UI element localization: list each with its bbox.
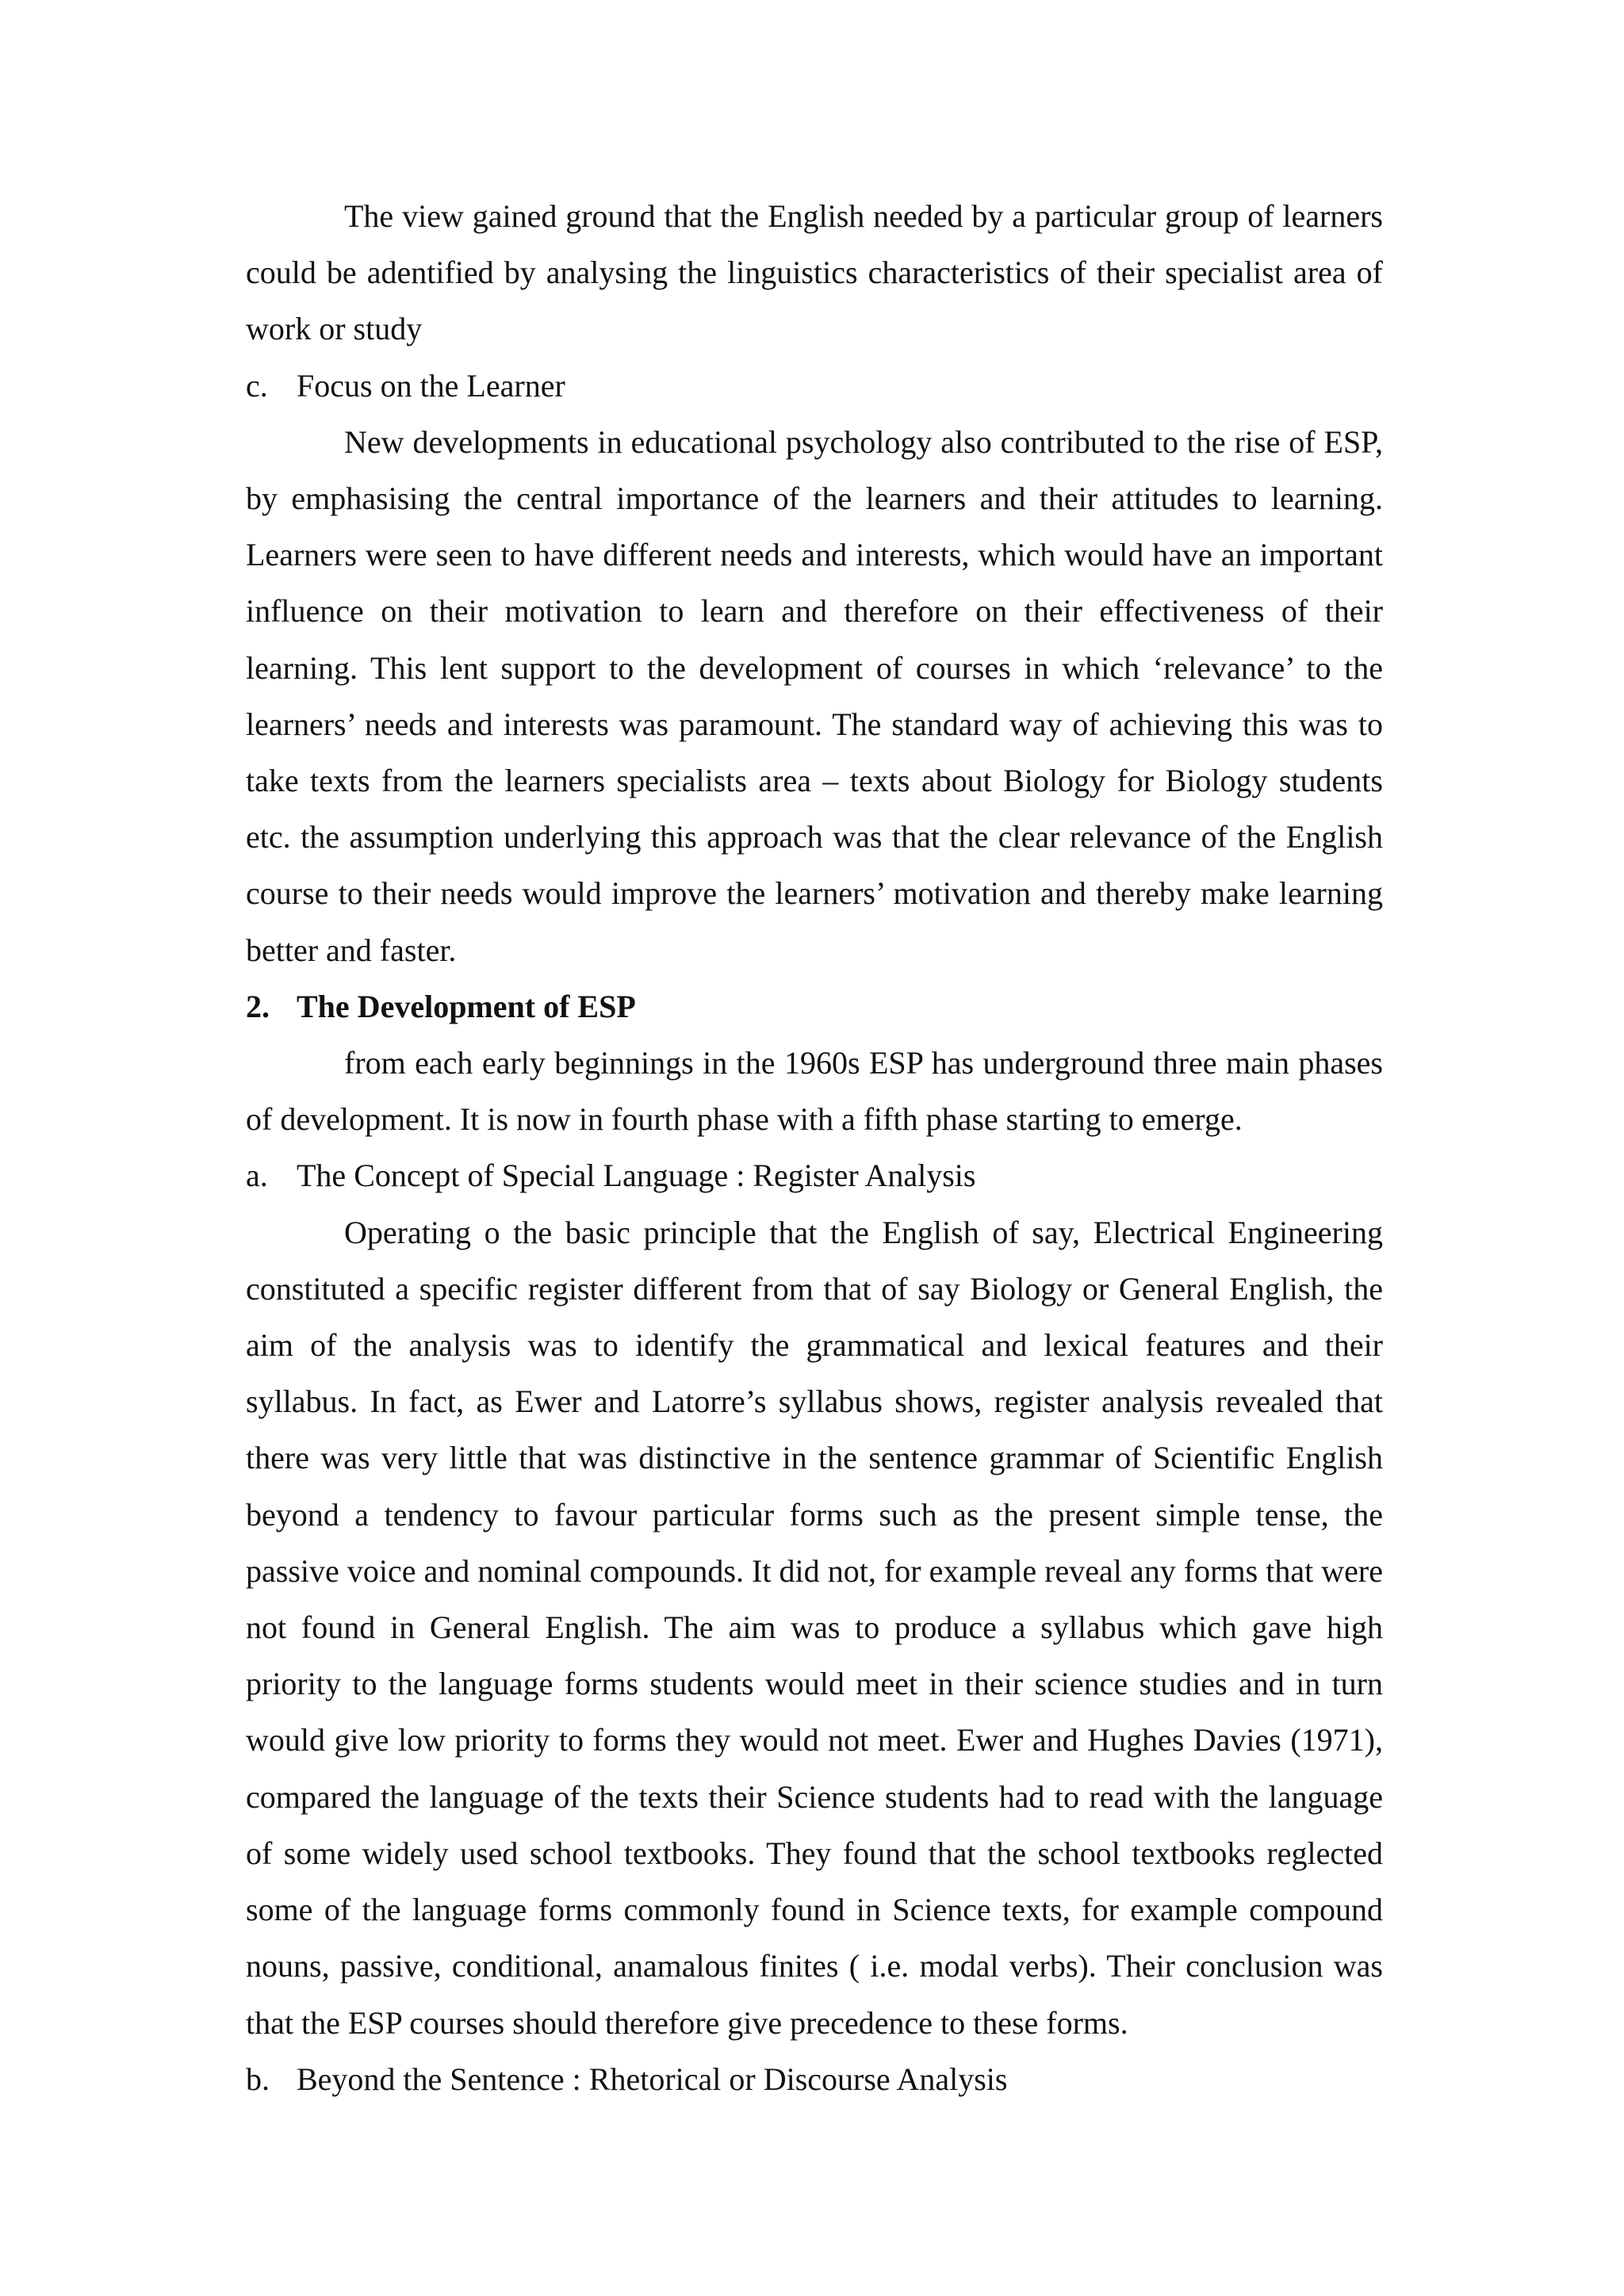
section-title: The Development of ESP (297, 988, 636, 1024)
subsection-item-discourse-analysis (246, 2051, 1383, 2107)
heading-number: 2. (246, 988, 270, 1024)
body-paragraph: Operating o the basic principle that the English of say, Electrical Engineering constituted a specific register different from that of say Biology or General English, the aim of the analysis was to identify the grammatical and lexical features and their syllabus. In fact, as Ewer and Latorre’s syllabus shows, register analysis revealed that there was very little that was distinctive in the sentence grammar of Scientific English beyond a tendency to favour particular forms such as the present simple tense, the passive voice and nominal compounds. It did not, for example reveal any forms that were not found in General English. The aim was to produce a syllabus which gave high priority to the language forms students would meet in their science studies and in turn would give low priority to forms they would not meet. Ewer and Hughes Davies (1971), compared the language of the texts their Science students had to read with the language of some widely used school textbooks. They found that the school textbooks reglected some of the language forms commonly found in Science texts, for example compound nouns, passive, conditional, anamalous finites ( i.e. modal verbs). Their conclusion was that the ESP courses should therefore give precedence to these forms. (246, 1214, 1383, 2041)
subsection-title: Focus on the Learner (297, 367, 565, 404)
list-marker: a. (246, 1158, 268, 1194)
subsection-title: The Concept of Special Language : Register Analysis (297, 1158, 976, 1194)
list-marker: c. (246, 367, 268, 404)
body-paragraph: New developments in educational psychology also contributed to the rise of ESP, by emphasising the central importance of the learners and their attitudes to learning. Learners were seen to have different needs and interests, which would have an important influence on their motivation to learn and therefore on their effectiveness of their learning. This lent support to the development of courses in which ‘relevance’ to the learners’ needs and interests was paramount. The standard way of achieving this was to take texts from the learners specialists area – texts about Biology for Biology students etc. the assumption underlying this approach was that the clear relevance of the English course to their needs would improve the learners’ motivation and thereby make learning better and faster. (246, 423, 1383, 968)
body-paragraph: from each early beginnings in the 1960s ESP has underground three main phases of development. It is now in fourth phase with a fifth phase starting to emerge. (246, 1045, 1383, 1138)
page-content (246, 188, 1383, 2107)
subsection-title: Beyond the Sentence : Rhetorical or Discourse Analysis (297, 2061, 1008, 2097)
subsection-item-register-analysis (246, 1147, 1383, 1203)
list-marker: b. (246, 2061, 270, 2097)
subsection-item-focus-on-learner (246, 358, 1383, 414)
section-heading (246, 978, 1383, 1035)
body-paragraph: The view gained ground that the English needed by a particular group of learners could be adentified by analysing the linguistics characteristics of their specialist area of work or study (246, 198, 1383, 347)
